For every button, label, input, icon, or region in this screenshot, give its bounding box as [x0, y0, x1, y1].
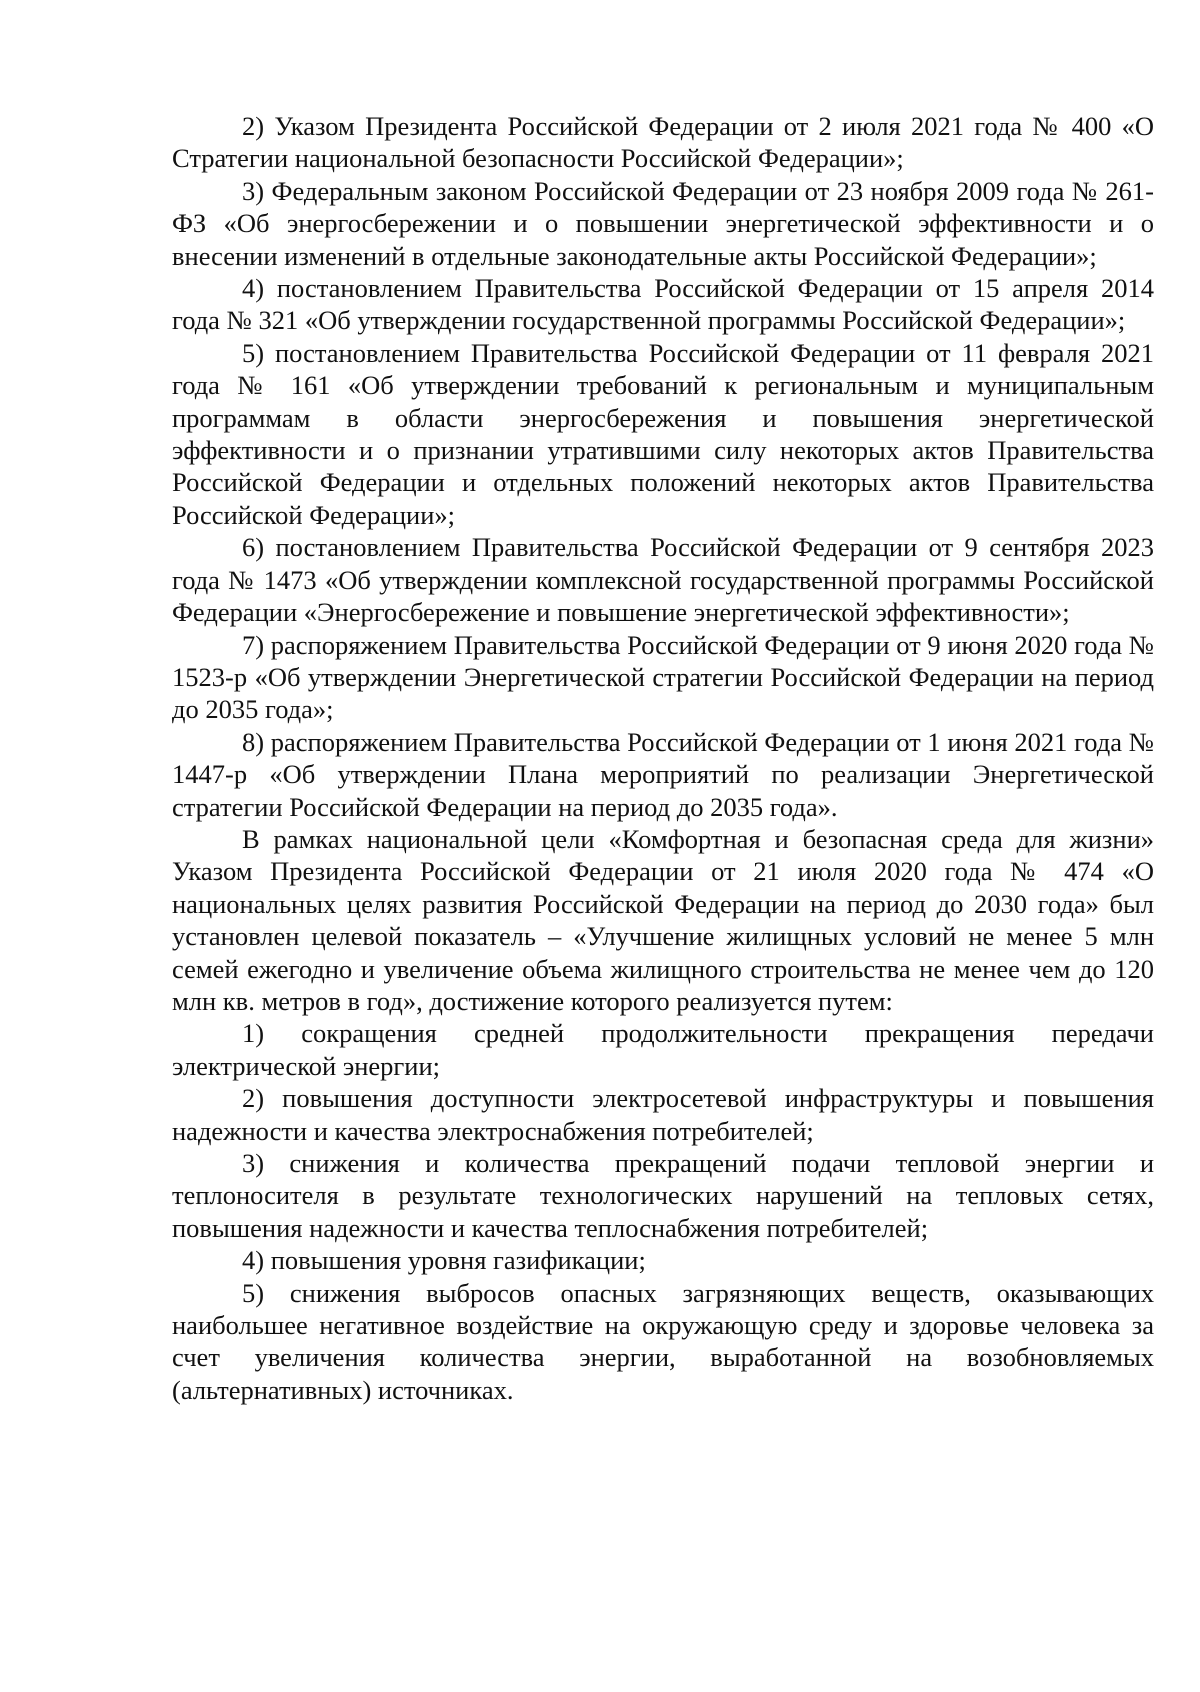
paragraph-item-5-resolution-161: 5) постановлением Правительства Российской Федерации от 11 февраля 2021 года № 161 «Об утверждении требований к региональным и муниципальным программам в области энергосбережения и повышения энергетической эффективности и о признании утратившими силу некоторых актов Правительства Российской Федерации и отдельных положений некоторых актов Правительства Российской Федерации»;	[172, 337, 1154, 530]
document-page	[172, 110, 1154, 1406]
paragraph-measure-3: 3) снижения и количества прекращений подачи тепловой энергии и теплоносителя в результате технологических нарушений на тепловых сетях, повышения надежности и качества теплоснабжения потребителей;	[172, 1148, 1154, 1243]
paragraph-item-2-national-security: 2) Указом Президента Российской Федерации от 2 июля 2021 года № 400 «О Стратегии национальной безопасности Российской Федерации»;	[172, 111, 1154, 174]
paragraph-item-3-federal-law: 3) Федеральным законом Российской Федерации от 23 ноября 2009 года № 261-ФЗ «Об энергосбережении и о повышении энергетической эффективности и о внесении изменений в отдельные законодательные акты Российской Федерации»;	[172, 175, 1154, 271]
paragraph-measure-1: 1) сокращения средней продолжительности прекращения передачи электрической энергии;	[172, 1018, 1154, 1081]
paragraph-item-8-order-1447: 8) распоряжением Правительства Российской Федерации от 1 июня 2021 года № 1447-р «Об утверждении Плана мероприятий по реализации Энергетической стратегии Российской Федерации на период до 2035 года».	[172, 726, 1154, 822]
paragraph-item-4-resolution-321: 4) постановлением Правительства Российской Федерации от 15 апреля 2014 года № 321 «Об утверждении государственной программы Российской Федерации»;	[172, 273, 1154, 336]
paragraph-national-goal: В рамках национальной цели «Комфортная и безопасная среда для жизни» Указом Президента Российской Федерации от 21 июля 2020 года № 474 «О национальных целях развития Российской Федерации на период до 2030 года» был установлен целевой показатель – «Улучшение жилищных условий не менее 5 млн семей ежегодно и увеличение объема жилищного строительства не менее чем до 120 млн кв. метров в год», достижение которого реализуется путем:	[172, 823, 1154, 1016]
paragraph-measure-2: 2) повышения доступности электросетевой инфраструктуры и повышения надежности и качества электроснабжения потребителей;	[172, 1083, 1154, 1146]
paragraph-item-7-order-1523: 7) распоряжением Правительства Российской Федерации от 9 июня 2020 года № 1523-р «Об утверждении Энергетической стратегии Российской Федерации на период до 2035 года»;	[172, 629, 1154, 725]
paragraph-measure-4: 4) повышения уровня газификации;	[242, 1245, 646, 1276]
paragraph-item-6-resolution-1473: 6) постановлением Правительства Российской Федерации от 9 сентября 2023 года № 1473 «Об утверждении комплексной государственной программы Российской Федерации «Энергосбережение и повышение энергетической эффективности»;	[172, 532, 1154, 628]
paragraph-measure-5: 5) снижения выбросов опасных загрязняющих веществ, оказывающих наибольшее негативное воздействие на окружающую среду и здоровье человека за счет увеличения количества энергии, выработанной на возобновляемых (альтернативных) источниках.	[172, 1277, 1154, 1405]
